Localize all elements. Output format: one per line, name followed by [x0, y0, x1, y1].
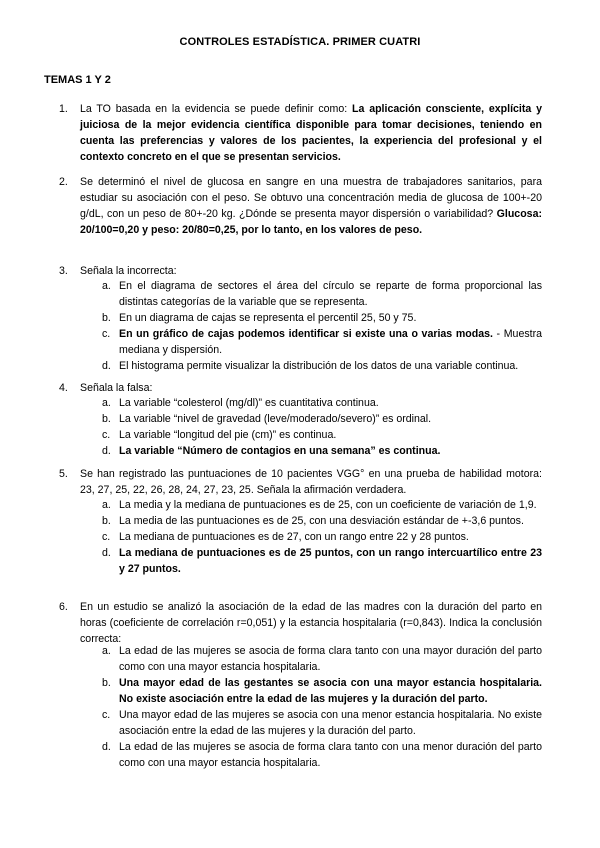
option-letter: c. — [102, 429, 111, 441]
option-text: El histograma permite visualizar la distribución de los datos de una variable continua. — [119, 360, 519, 372]
option-text: La edad de las mujeres se asocia de forma clara tanto con una mayor duración del parto como con una mayor estancia hospitalaria. — [119, 645, 542, 673]
option-b — [102, 411, 542, 427]
option-text: En el diagrama de sectores el área del círculo se reparte de forma proporcional las distintas categorías de la variable que se representa. — [119, 280, 542, 308]
option-letter: b. — [102, 677, 111, 689]
option-text: Una mayor edad de las mujeres se asocia con una menor estancia hospitalaria. No existe asociación entre la edad de las mujeres y la duración del parto. — [119, 709, 542, 737]
option-note: - Muestra mediana y dispersión. — [119, 328, 542, 356]
question-6 — [59, 599, 542, 647]
option-a — [102, 643, 542, 675]
page-title: CONTROLES ESTADÍSTICA. PRIMER CUATRI — [179, 36, 421, 48]
option-a — [102, 395, 542, 411]
question-answer: La aplicación consciente, explícita y juiciosa de la mejor evidencia científica disponible para tomar decisiones, teniendo en cuenta las preferencias y valores de los pacientes, la experiencia del profesional y el contexto concreto en el que se presentan servicios. — [80, 103, 542, 163]
section-heading: TEMAS 1 Y 2 — [44, 74, 111, 86]
option-text-correct: En un gráfico de cajas podemos identificar si existe una o varias modas. — [119, 328, 493, 340]
option-b — [102, 675, 542, 707]
question-number: 3. — [59, 265, 68, 277]
question-text: Señala la falsa: — [80, 382, 153, 394]
option-text-correct: La variable “Número de contagios en una semana” es continua. — [119, 445, 441, 457]
option-letter: d. — [102, 547, 111, 559]
option-c — [102, 427, 542, 443]
option-letter: b. — [102, 515, 111, 527]
question-6-options — [59, 643, 542, 771]
question-3 — [59, 263, 542, 279]
option-a — [102, 278, 542, 310]
question-number: 4. — [59, 382, 68, 394]
question-text: Se han registrado las puntuaciones de 10 pacientes VGG° en una prueba de habilidad motora: 23, 27, 25, 22, 26, 28, 24, 27, 23, 25. Señala la afirmación verdadera. — [80, 468, 542, 496]
option-letter: c. — [102, 531, 111, 543]
question-5-options — [59, 497, 542, 577]
option-text: La media de las puntuaciones es de 25, con una desviación estándar de +-3,6 puntos. — [119, 515, 524, 527]
question-text: Señala la incorrecta: — [80, 265, 177, 277]
question-number: 6. — [59, 601, 68, 613]
option-letter: d. — [102, 445, 111, 457]
option-a — [102, 497, 542, 513]
option-letter: a. — [102, 280, 111, 292]
question-answer: Glucosa: 20/100=0,20 y peso: 20/80=0,25, por lo tanto, en los valores de peso. — [80, 208, 542, 236]
option-letter: a. — [102, 645, 111, 657]
option-text-correct: La mediana de puntuaciones es de 25 puntos, con un rango intercuartílico entre 23 y 27 puntos. — [119, 547, 542, 575]
option-b — [102, 310, 542, 326]
option-text: La variable “longitud del pie (cm)” es continua. — [119, 429, 337, 441]
option-d — [102, 443, 542, 459]
question-5 — [59, 466, 542, 498]
option-text: La variable “nivel de gravedad (leve/moderado/severo)” es ordinal. — [119, 413, 432, 425]
question-number: 2. — [59, 176, 68, 188]
question-2 — [59, 174, 542, 238]
option-letter: a. — [102, 397, 111, 409]
option-d — [102, 545, 542, 577]
option-text: La variable “colesterol (mg/dl)” es cuantitativa continua. — [119, 397, 379, 409]
option-letter: a. — [102, 499, 111, 511]
question-4-options — [59, 395, 542, 459]
option-b — [102, 513, 542, 529]
option-text: En un diagrama de cajas se representa el percentil 25, 50 y 75. — [119, 312, 417, 324]
question-3-options — [59, 278, 542, 374]
question-text: En un estudio se analizó la asociación de la edad de las madres con la duración del parto en horas (coeficiente de correlación r=0,051) y la estancia hospitalaria (r=0,843). Indica la conclusión correcta: — [80, 601, 542, 645]
option-text: La media y la mediana de puntuaciones es de 25, con un coeficiente de variación de 1,9. — [119, 499, 537, 511]
option-d — [102, 358, 542, 374]
option-letter: c. — [102, 709, 111, 721]
question-number: 5. — [59, 468, 68, 480]
option-letter: b. — [102, 312, 111, 324]
question-1 — [59, 101, 542, 165]
option-text: La edad de las mujeres se asocia de forma clara tanto con una menor duración del parto como con una mayor estancia hospitalaria. — [119, 741, 542, 769]
option-text-correct: Una mayor edad de las gestantes se asocia con una mayor estancia hospitalaria. No existe asociación entre la edad de las mujeres y la duración del parto. — [119, 677, 542, 705]
option-c — [102, 707, 542, 739]
option-letter: d. — [102, 360, 111, 372]
question-text: Se determinó el nivel de glucosa en sangre en una muestra de trabajadores sanitarios, para estudiar su asociación con el peso. Se obtuvo una concentración media de glucosa de 100+-20 g/dL, con un peso de 80+-20 kg. ¿Dónde se presenta mayor dispersión o variabilidad? — [80, 176, 542, 220]
option-letter: c. — [102, 328, 111, 340]
option-d — [102, 739, 542, 771]
question-4 — [59, 380, 542, 396]
question-text: La TO basada en la evidencia se puede definir como: — [80, 103, 348, 115]
option-letter: b. — [102, 413, 111, 425]
question-number: 1. — [59, 103, 68, 115]
option-c — [102, 326, 542, 358]
option-letter: d. — [102, 741, 111, 753]
option-text: La mediana de puntuaciones es de 27, con un rango entre 22 y 28 puntos. — [119, 531, 469, 543]
option-c — [102, 529, 542, 545]
